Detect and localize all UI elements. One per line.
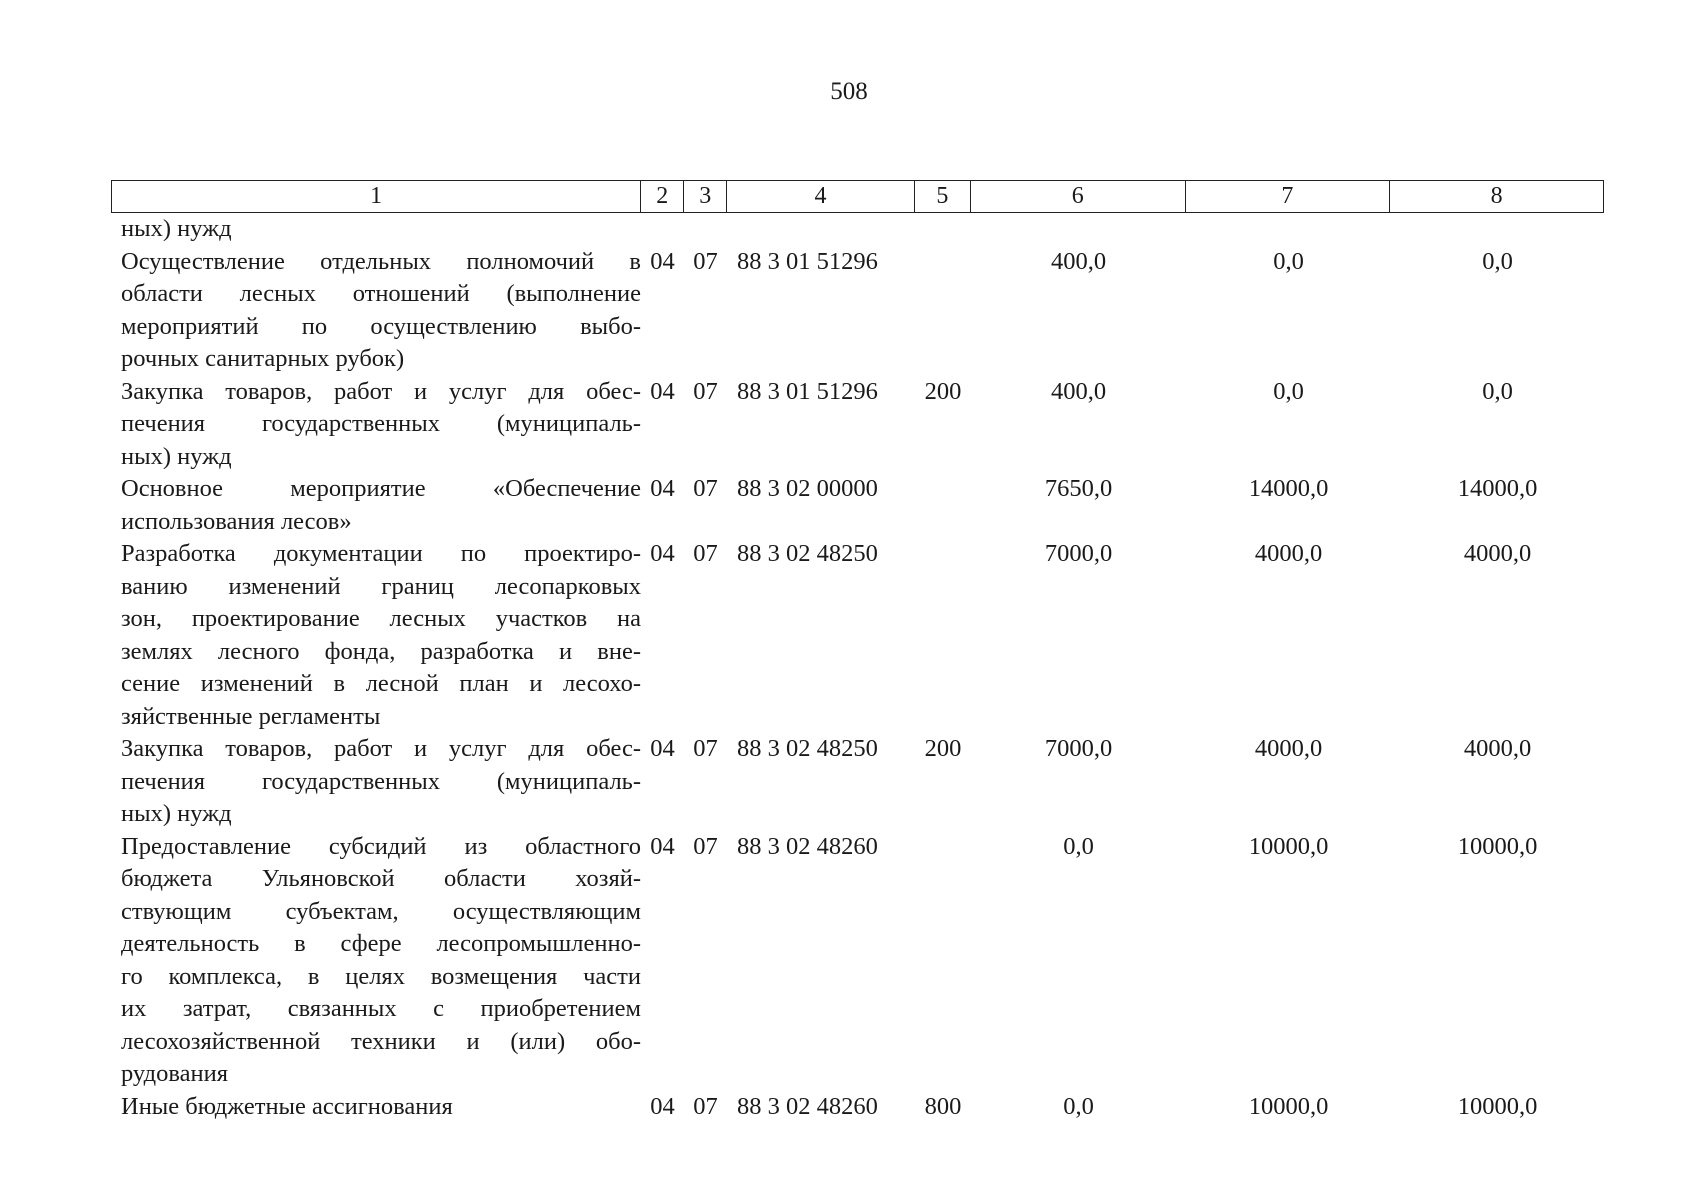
row-description bbox=[111, 376, 641, 474]
table-row bbox=[111, 376, 1604, 474]
table-header bbox=[111, 180, 1604, 213]
cell-col-2: 04 bbox=[650, 475, 675, 502]
description-line: Предоставление субсидий из областного bbox=[121, 832, 641, 860]
row-description bbox=[111, 538, 641, 733]
cell-col-4: 88 3 02 00000 bbox=[737, 475, 878, 502]
row-description bbox=[111, 473, 641, 538]
row-description bbox=[111, 1091, 641, 1124]
description-line: Закупка товаров, работ и услуг для обес- bbox=[121, 735, 641, 762]
cell-col-7: 10000,0 bbox=[1248, 1092, 1329, 1120]
cell-col-3: 07 bbox=[693, 475, 718, 502]
table-row bbox=[111, 213, 1604, 246]
cell-col-8: 4000,0 bbox=[1463, 540, 1532, 567]
description-line: печения государственных (муниципаль- bbox=[121, 767, 641, 795]
cell-col-5: 800 bbox=[924, 1092, 962, 1120]
description-line: рочных санитарных рубок) bbox=[121, 345, 405, 372]
description-line: зон, проектирование лесных участков на bbox=[121, 605, 641, 632]
description-line: ствующим субъектам, осуществляющим bbox=[121, 897, 641, 925]
cell-col-3: 07 bbox=[693, 247, 718, 275]
description-line: зяйственные регламенты bbox=[121, 702, 381, 730]
cell-col-4: 88 3 02 48250 bbox=[737, 735, 878, 762]
cell-col-8: 0,0 bbox=[1482, 247, 1513, 275]
header-col-3: 3 bbox=[684, 181, 727, 212]
cell-col-6: 0,0 bbox=[1063, 832, 1094, 860]
header-col-5: 5 bbox=[915, 181, 971, 212]
cell-col-4: 88 3 02 48250 bbox=[737, 540, 878, 567]
description-line: Закупка товаров, работ и услуг для обес- bbox=[121, 377, 641, 405]
table-row bbox=[111, 246, 1604, 376]
description-line: Осуществление отдельных полномочий в bbox=[121, 247, 641, 275]
header-col-1: 1 bbox=[112, 181, 641, 212]
cell-col-4: 88 3 02 48260 bbox=[737, 832, 878, 860]
cell-col-2: 04 bbox=[650, 1092, 675, 1120]
cell-col-7: 0,0 bbox=[1273, 247, 1304, 275]
cell-col-3: 07 bbox=[693, 377, 718, 405]
table-body bbox=[111, 213, 1604, 1123]
description-line: го комплекса, в целях возмещения части bbox=[121, 962, 641, 990]
description-line: сение изменений в лесной план и лесохо- bbox=[121, 670, 641, 697]
cell-col-5: 200 bbox=[924, 377, 962, 405]
description-line: мероприятий по осуществлению выбо- bbox=[121, 312, 641, 340]
table-row bbox=[111, 473, 1604, 538]
cell-col-3: 07 bbox=[693, 1092, 718, 1120]
cell-col-6: 7000,0 bbox=[1044, 735, 1113, 762]
header-col-2: 2 bbox=[641, 181, 684, 212]
cell-col-2: 04 bbox=[650, 377, 675, 405]
description-line: Разработка документации по проектиро- bbox=[121, 540, 641, 567]
description-line: использования лесов» bbox=[121, 507, 352, 535]
header-col-7: 7 bbox=[1186, 181, 1391, 212]
cell-col-7: 4000,0 bbox=[1254, 540, 1323, 567]
description-line: ных) нужд bbox=[121, 442, 232, 470]
cell-col-7: 14000,0 bbox=[1248, 475, 1329, 502]
cell-col-3: 07 bbox=[693, 832, 718, 860]
row-description bbox=[111, 246, 641, 376]
description-line: их затрат, связанных с приобретением bbox=[121, 995, 641, 1022]
cell-col-7: 0,0 bbox=[1273, 377, 1304, 405]
row-description bbox=[111, 831, 641, 1091]
cell-col-3: 07 bbox=[693, 735, 718, 762]
cell-col-4: 88 3 02 48260 bbox=[737, 1092, 878, 1120]
cell-col-6: 400,0 bbox=[1050, 247, 1107, 275]
cell-col-6: 7650,0 bbox=[1044, 475, 1113, 502]
cell-col-8: 0,0 bbox=[1482, 377, 1513, 405]
description-line: рудования bbox=[121, 1060, 228, 1087]
cell-col-4: 88 3 01 51296 bbox=[737, 247, 878, 275]
cell-col-8: 10000,0 bbox=[1457, 1092, 1538, 1120]
cell-col-2: 04 bbox=[650, 832, 675, 860]
header-col-8: 8 bbox=[1490, 183, 1503, 209]
row-description bbox=[111, 733, 641, 831]
table-row bbox=[111, 733, 1604, 831]
description-line: Основное мероприятие «Обеспечение bbox=[121, 475, 641, 502]
cell-col-6: 0,0 bbox=[1063, 1092, 1094, 1120]
header-col-6: 6 bbox=[971, 181, 1186, 212]
cell-col-2: 04 bbox=[650, 540, 675, 567]
page-number: 508 bbox=[830, 78, 868, 105]
cell-col-3: 07 bbox=[693, 540, 718, 567]
description-line: бюджета Ульяновской области хозяй- bbox=[121, 865, 641, 892]
description-line: ных) нужд bbox=[121, 800, 232, 827]
table-row bbox=[111, 1091, 1604, 1124]
description-line: землях лесного фонда, разработка и вне- bbox=[121, 637, 641, 665]
cell-col-8: 10000,0 bbox=[1457, 832, 1538, 860]
table-row bbox=[111, 831, 1604, 1091]
row-description bbox=[111, 213, 641, 246]
cell-col-2: 04 bbox=[650, 247, 675, 275]
cell-col-5: 200 bbox=[924, 735, 962, 762]
cell-col-8: 14000,0 bbox=[1457, 475, 1538, 502]
description-line: области лесных отношений (выполнение bbox=[121, 280, 641, 307]
cell-col-4: 88 3 01 51296 bbox=[737, 377, 878, 405]
cell-col-7: 10000,0 bbox=[1248, 832, 1329, 860]
cell-col-7: 4000,0 bbox=[1254, 735, 1323, 762]
header-col-4: 4 bbox=[727, 181, 915, 212]
description-line: лесохозяйственной техники и (или) обо- bbox=[121, 1027, 641, 1055]
description-line: ванию изменений границ лесопарковых bbox=[121, 572, 641, 600]
table-row bbox=[111, 538, 1604, 733]
description-line: печения государственных (муниципаль- bbox=[121, 410, 641, 437]
description-line: ных) нужд bbox=[121, 215, 232, 242]
cell-col-8: 4000,0 bbox=[1463, 735, 1532, 762]
cell-col-2: 04 bbox=[650, 735, 675, 762]
cell-col-6: 400,0 bbox=[1050, 377, 1107, 405]
description-line: Иные бюджетные ассигнования bbox=[121, 1092, 453, 1120]
description-line: деятельность в сфере лесопромышленно- bbox=[121, 930, 641, 957]
cell-col-6: 7000,0 bbox=[1044, 540, 1113, 567]
